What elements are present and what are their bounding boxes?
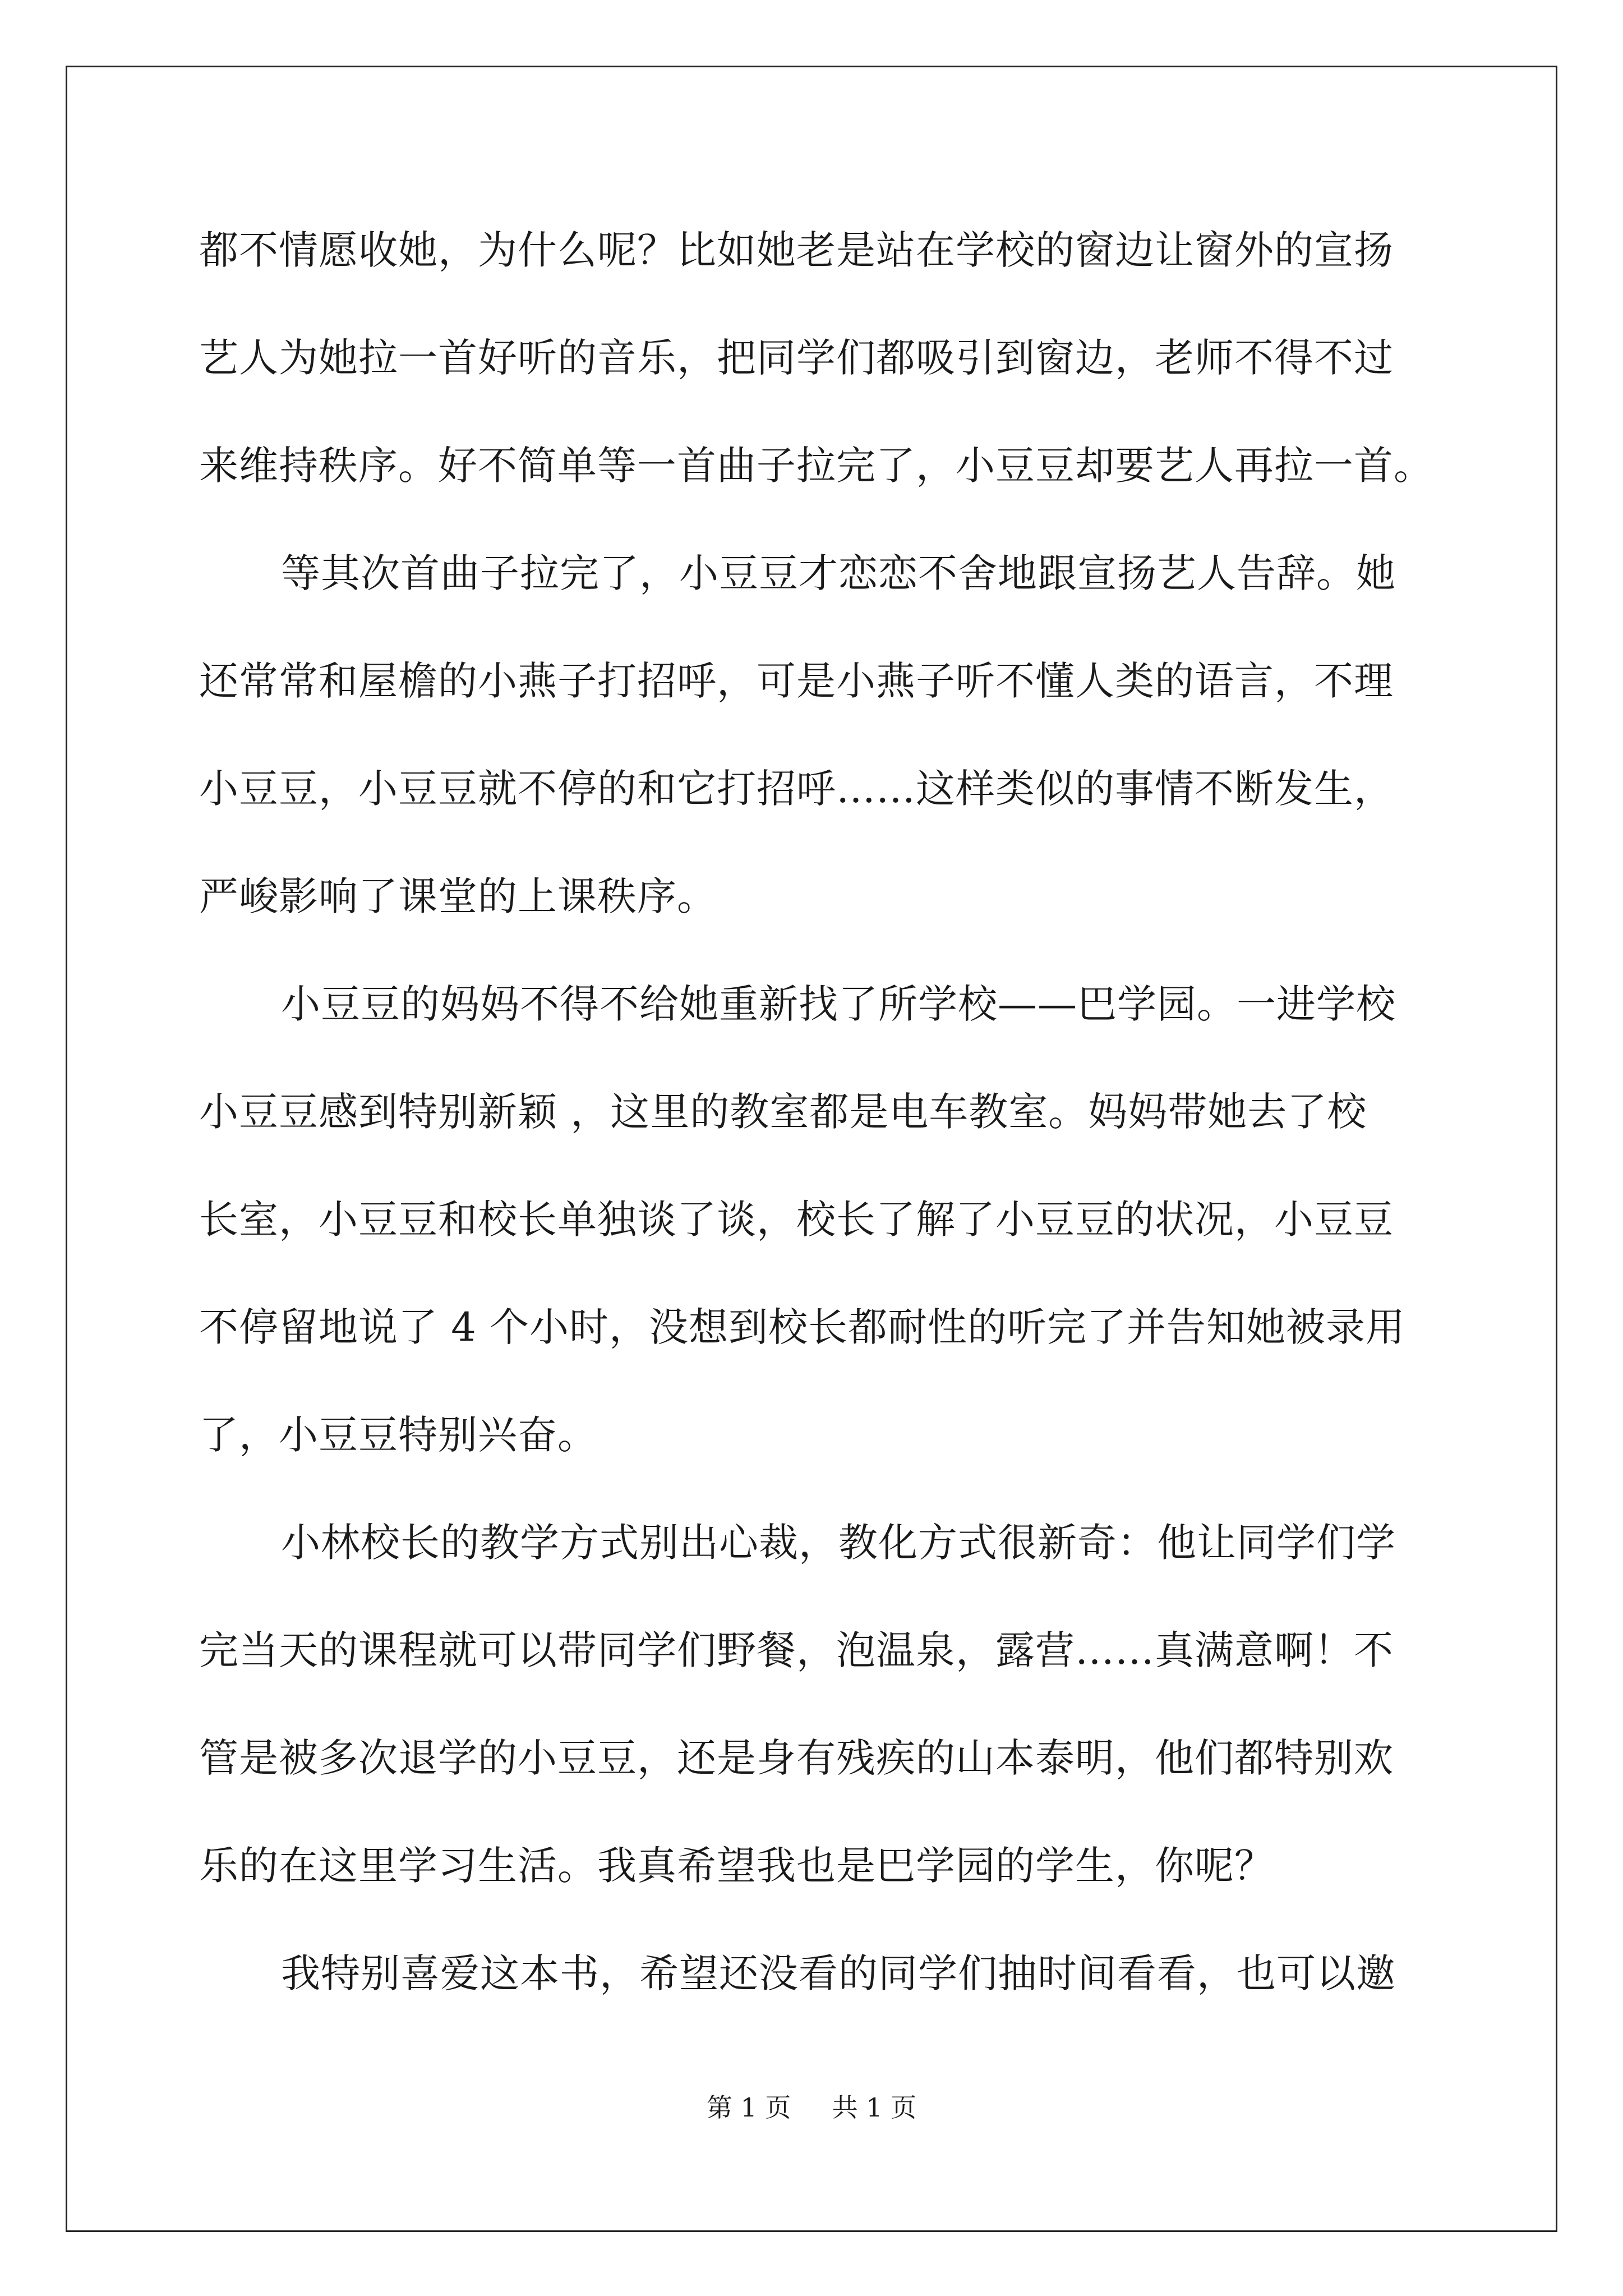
text-line: 小豆豆感到特别新颖 ，这里的教室都是电车教室。妈妈带她去了校 — [199, 1089, 1367, 1135]
text-line: 都不情愿收她，为什么呢？比如她老是站在学校的窗边让窗外的宣扬 — [199, 227, 1394, 273]
text-line: 了，小豆豆特别兴奋。 — [199, 1412, 597, 1458]
text-line: 长室，小豆豆和校长单独谈了谈，校长了解了小豆豆的状况，小豆豆 — [199, 1197, 1394, 1243]
page-number-total: 共 1 页 — [832, 2092, 917, 2123]
text-line: 小豆豆，小豆豆就不停的和它打招呼……这样类似的事情不断发生， — [199, 766, 1394, 812]
text-line: 乐的在这里学习生活。我真希望我也是巴学园的学生，你呢？ — [199, 1843, 1274, 1889]
text-line: 来维持秩序。好不简单等一首曲子拉完了，小豆豆却要艺人再拉一首。 — [199, 443, 1433, 489]
document-body — [199, 222, 1433, 2053]
page-number-current: 第 1 页 — [706, 2092, 791, 2123]
text-line: 还常常和屋檐的小燕子打招呼，可是小燕子听不懂人类的语言，不理 — [199, 658, 1394, 704]
paragraph-first-line: 我特别喜爱这本书，希望还没看的同学们抽时间看看，也可以邀 — [281, 1950, 1396, 1996]
text-line: 严峻影响了课堂的上课秩序。 — [199, 873, 717, 919]
text-line: 艺人为她拉一首好听的音乐，把同学们都吸引到窗边，老师不得不过 — [199, 335, 1394, 381]
page-footer — [0, 2091, 1623, 2124]
text-line: 管是被多次退学的小豆豆，还是身有残疾的山本泰明，他们都特别欢 — [199, 1735, 1394, 1781]
paragraph-first-line: 小林校长的教学方式别出心裁，教化方式很新奇：他让同学们学 — [281, 1520, 1396, 1566]
text-line: 不停留地说了 4 个小时，没想到校长都耐性的听完了并告知她被录用 — [199, 1304, 1406, 1350]
paragraph-first-line: 等其次首曲子拉完了，小豆豆才恋恋不舍地跟宣扬艺人告辞。她 — [281, 550, 1396, 596]
paragraph-first-line: 小豆豆的妈妈不得不给她重新找了所学校——巴学园。一进学校 — [281, 981, 1396, 1027]
text-line: 完当天的课程就可以带同学们野餐，泡温泉，露营……真满意啊！不 — [199, 1627, 1394, 1673]
